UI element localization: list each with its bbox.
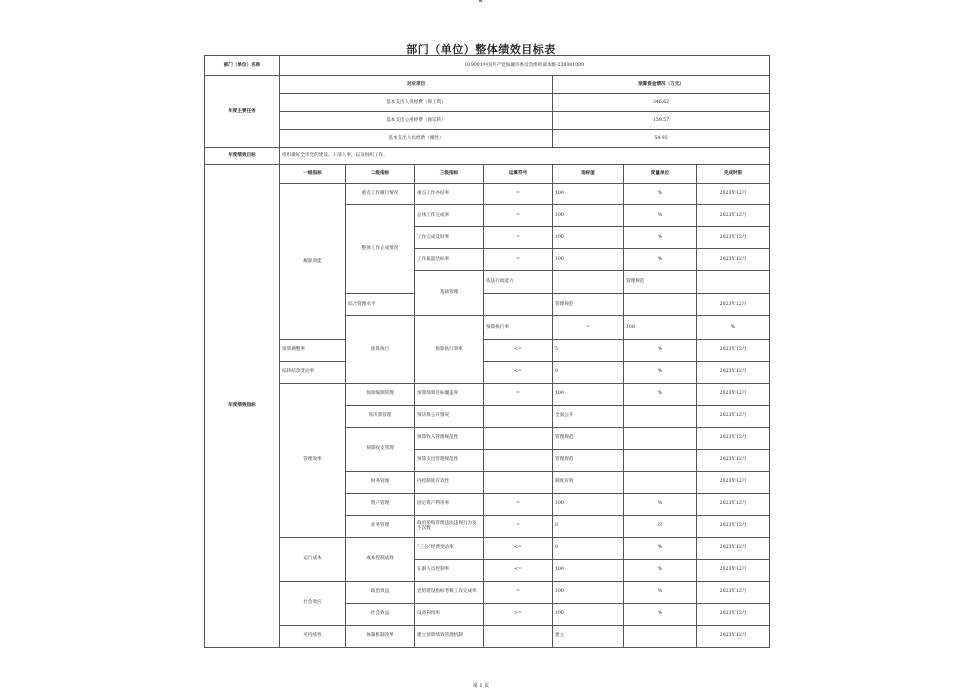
unit-name: 019001中国共产党海城市委员会组织部本级-230301000 [280,56,770,76]
operator-cell [484,449,553,471]
level1-cell: 运行成本 [280,537,346,581]
level2-cell: 成本控制成效 [346,537,415,581]
task-project: 基本支出公用经费（保运转） [280,112,553,130]
operator-cell [484,405,553,427]
level3-cell: 预算执行率 [484,316,553,339]
task-project: 基本支出人员经费（保工资） [280,94,553,112]
operator-cell: = [553,316,624,339]
level1-cell: 预算执行 [346,316,415,383]
level3-cell: 政府采购管理违法违规行为发生次数 [415,515,484,537]
operator-cell: = [484,581,553,603]
level3-cell: 建立预算绩效管理机制 [415,625,484,647]
level3-cell: 综合管理水平 [346,294,415,316]
value-cell: 100 [553,581,624,603]
unit-cell: % [624,383,697,405]
deadline-cell: 2023年12月 [697,603,770,625]
value-cell: 100 [553,184,624,205]
level3-cell: 总体工作完成率 [415,205,484,227]
value-cell: 管理规范 [553,449,624,471]
level2-cell: 资产管理 [346,493,415,515]
value-cell: 建立 [553,625,624,647]
unit-cell [697,271,770,294]
deadline-cell: 2023年12月 [697,427,770,449]
level2-cell: 基础管理 [415,271,484,316]
level2-cell: 预算收支管理 [346,427,415,471]
value-cell: 制度有效 [553,471,624,493]
operator-cell: = [484,493,553,515]
deadline-cell: 2023年12月 [697,559,770,581]
deadline-cell: 2023年12月 [697,227,770,249]
level1-cell: 履职效能 [280,184,346,340]
level3-cell: 内控制度有效性 [415,471,484,493]
level1-cell: 管理效率 [280,383,346,537]
top-marker [479,0,482,2]
indicator-header: 运算符号 [484,165,553,184]
indicator-label: 年度绩效指标 [205,165,280,648]
unit-cell: % [624,603,697,625]
deadline-cell: 2023年12月 [697,294,770,316]
unit-cell [624,294,697,316]
tasks-label: 年度主要任务 [205,76,280,148]
unit-cell [624,625,697,647]
unit-cell: % [624,205,697,227]
indicator-header: 一级指标 [280,165,346,184]
goal-label: 年度绩效目标 [205,148,280,165]
level3-cell: “三公”经费变动率 [415,537,484,559]
value-cell: 100 [553,559,624,581]
operator-cell: = [484,184,553,205]
value-cell: 管理规范 [553,294,624,316]
deadline-cell: 2023年12月 [697,184,770,205]
value-cell: 100 [553,383,624,405]
task-amount: 159.57 [553,112,770,130]
level2-cell: 社会效益 [346,603,415,625]
level3-cell: 预算收入管理规范性 [415,427,484,449]
page-number: 第 1 页 [472,683,490,689]
unit-cell: % [624,227,697,249]
operator-cell: >= [484,603,553,625]
task-amount: 346.62 [553,94,770,112]
deadline-cell: 2023年12月 [697,361,770,383]
deadline-cell: 2023年12月 [697,581,770,603]
unit-cell: % [624,559,697,581]
level2-cell: 预算执行效率 [415,316,484,383]
operator-cell: <= [484,559,553,581]
task-col-header: 对应项目 [280,76,553,94]
value-cell: 100 [553,493,624,515]
unit-cell: % [624,339,697,361]
operator-cell [553,271,624,294]
value-cell: 管理规范 [624,271,697,294]
task-amount: 54.93 [553,130,770,148]
deadline-cell: 2023年12月 [697,405,770,427]
operator-cell: = [484,383,553,405]
unit-cell: % [624,537,697,559]
operator-cell: = [484,515,553,537]
deadline-cell: 2023年12月 [697,471,770,493]
deadline-cell: 2023年12月 [697,205,770,227]
indicator-header: 完成时限 [697,165,770,184]
deadline-cell: 2023年12月 [697,537,770,559]
deadline-cell: 2023年12月 [697,515,770,537]
level3-cell: 结转结余变动率 [280,361,346,383]
level3-cell: 重点工作办结率 [415,184,484,205]
deadline-cell: 2023年12月 [697,493,770,515]
unit-cell [624,449,697,471]
level2-cell: 体制机制改革 [346,625,415,647]
unit-cell: % [624,493,697,515]
level3-cell: 在职人员控制率 [415,559,484,581]
level3-cell: 固定资产利用率 [415,493,484,515]
value-cell: 0 [553,361,624,383]
unit-cell: % [697,316,770,339]
operator-cell: = [484,227,553,249]
level2-cell: 整体工作完成情况 [346,205,415,294]
value-cell: 管理规范 [553,427,624,449]
unit-cell [624,405,697,427]
level3-cell: 工作质量达标率 [415,249,484,271]
unit-cell: 次 [624,515,697,537]
unit-cell: % [624,361,697,383]
deadline-cell: 2023年12月 [697,339,770,361]
level2-cell: 预算编制管理 [346,383,415,405]
level3-cell: 依法行政能力 [484,271,553,294]
value-cell: 100 [624,316,697,339]
level3-cell: 党的建设指标考核工作完成率 [415,581,484,603]
value-cell: 0 [553,515,624,537]
level2-cell: 重点工作履行情况 [346,184,415,205]
value-cell: 5 [553,339,624,361]
indicator-header: 二级指标 [346,165,415,184]
deadline-cell: 2023年12月 [697,383,770,405]
level1-cell: 可持续性 [280,625,346,647]
unit-cell: % [624,184,697,205]
unit-label: 部门（单位）名称 [205,56,280,76]
indicator-header: 三级指标 [415,165,484,184]
level2-cell: 业务管理 [346,515,415,537]
operator-cell [484,427,553,449]
level3-cell: 预算调整率 [280,339,346,361]
unit-cell [624,471,697,493]
level2-cell: 政治效益 [346,581,415,603]
operator-cell: = [484,249,553,271]
operator-cell [484,294,553,316]
operator-cell [484,625,553,647]
goal-text: 组织做好全市党的建设、干部人事、以及组织工作。 [280,148,770,165]
value-cell: 100 [553,603,624,625]
unit-cell [624,427,697,449]
deadline-cell: 2023年12月 [697,449,770,471]
value-cell: 100 [553,205,624,227]
operator-cell: <= [484,361,553,383]
level3-cell: 预决算公开情况 [415,405,484,427]
task-project: 基本支出人员经费（刚性） [280,130,553,148]
value-cell: 100 [553,249,624,271]
value-cell: 0 [553,537,624,559]
level1-cell: 社会效应 [280,581,346,625]
indicator-header: 指标值 [553,165,624,184]
operator-cell: = [484,205,553,227]
page-title: 部门（单位）整体绩效目标表 [406,43,556,56]
value-cell: 全面公开 [553,405,624,427]
deadline-cell: 2023年12月 [697,625,770,647]
operator-cell: <= [484,339,553,361]
performance-table [204,55,770,648]
deadline-cell: 2023年12月 [697,249,770,271]
level2-cell: 财务管理 [346,471,415,493]
value-cell: 100 [553,227,624,249]
budget-col-header: 预算资金情况（万元） [553,76,770,94]
indicator-header: 度量单位 [624,165,697,184]
operator-cell [484,471,553,493]
level3-cell: 预算支出管理规范性 [415,449,484,471]
operator-cell: <= [484,537,553,559]
unit-cell: % [624,249,697,271]
level3-cell: 设备利用率 [415,603,484,625]
unit-cell: % [624,581,697,603]
level3-cell: 预算绩效目标覆盖率 [415,383,484,405]
level2-cell: 预决算管理 [346,405,415,427]
level3-cell: 工作完成及时率 [415,227,484,249]
